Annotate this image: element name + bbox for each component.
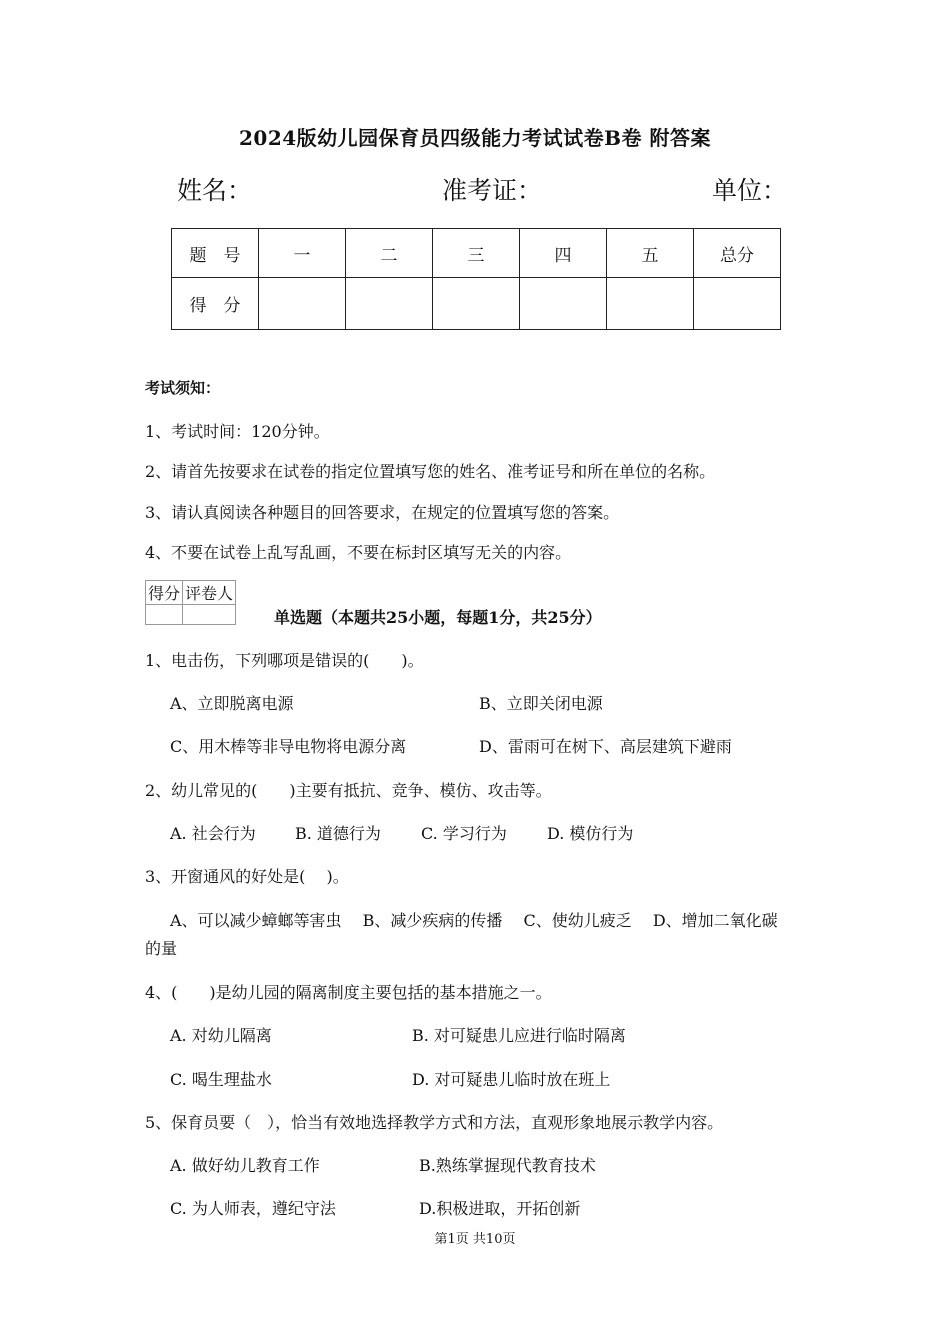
question-stem: 1、电击伤，下列哪项是错误的( )。 [145,651,424,670]
question-options-line: A、可以减少蟑螂等害虫 B、减少疾病的传播 C、使幼儿疲乏 D、增加二氧化碳 [170,911,778,930]
grader-name-label: 评卷人 [183,581,236,605]
question-option: B. 对可疑患儿应进行临时隔离 [412,1026,626,1045]
notice-item: 4、不要在试卷上乱写乱画，不要在标封区填写无关的内容。 [145,543,572,562]
question-option: D、雷雨可在树下、高层建筑下避雨 [479,737,732,756]
question-stem: 4、( )是幼儿园的隔离制度主要包括的基本措施之一。 [145,983,552,1002]
exam-id-field-label: 准考证： [442,176,543,205]
question-option: C. 学习行为 [421,824,507,843]
question-option: D. 模仿行为 [547,824,634,843]
page-footer: 第1页 共10页 [434,1232,516,1247]
page-title: 2024版幼儿园保育员四级能力考试试卷B卷 附答案 [238,126,712,150]
question-option: B、立即关闭电源 [479,694,603,713]
score-cell-2 [346,278,433,330]
notice-heading: 考试须知： [145,379,221,397]
score-cell-3 [433,278,520,330]
question-option: D. 对可疑患儿临时放在班上 [412,1070,611,1089]
question-stem: 5、保育员要（ ），恰当有效地选择教学方式和方法，直观形象地展示教学内容。 [145,1113,724,1132]
column-4: 四 [520,229,607,278]
score-cell-total [694,278,781,330]
name-field-label: 姓名： [177,176,253,205]
row-label-question-number: 题 号 [172,229,259,278]
score-cell-1 [259,278,346,330]
question-option: C. 喝生理盐水 [170,1070,272,1089]
question-option: A. 对幼儿隔离 [170,1026,272,1045]
question-option: A. 社会行为 [170,824,256,843]
column-1: 一 [259,229,346,278]
unit-field-label: 单位： [712,176,788,205]
column-3: 三 [433,229,520,278]
notice-item: 3、请认真阅读各种题目的回答要求，在规定的位置填写您的答案。 [145,503,620,522]
score-table-header-row [172,229,781,278]
question-option: B.熟练掌握现代教育技术 [419,1156,596,1175]
score-cell-5 [607,278,694,330]
score-cell-4 [520,278,607,330]
column-2: 二 [346,229,433,278]
question-stem: 2、幼儿常见的( )主要有抵抗、竞争、模仿、攻击等。 [145,781,552,800]
grader-score-cell [146,605,183,625]
column-5: 五 [607,229,694,278]
grader-box [145,580,236,625]
question-option: C、用木棒等非导电物将电源分离 [170,737,407,756]
question-option: C. 为人师表，遵纪守法 [170,1199,336,1218]
row-label-score: 得 分 [172,278,259,330]
question-option: B. 道德行为 [295,824,381,843]
notice-item: 2、请首先按要求在试卷的指定位置填写您的姓名、准考证号和所在单位的名称。 [145,462,716,481]
question-options-line: 的量 [145,939,178,958]
score-table-score-row [172,278,781,330]
column-total: 总分 [694,229,781,278]
question-option: A、立即脱离电源 [170,694,294,713]
question-stem: 3、开窗通风的好处是( )。 [145,867,349,886]
question-option: D.积极进取，开拓创新 [419,1199,581,1218]
notice-item: 1、考试时间：120分钟。 [145,422,330,441]
score-table [171,228,781,330]
question-option: A. 做好幼儿教育工作 [170,1156,320,1175]
grader-score-label: 得分 [146,581,183,605]
section-title: 单选题（本题共25小题，每题1分，共25分） [274,608,602,627]
grader-name-cell [183,605,236,625]
